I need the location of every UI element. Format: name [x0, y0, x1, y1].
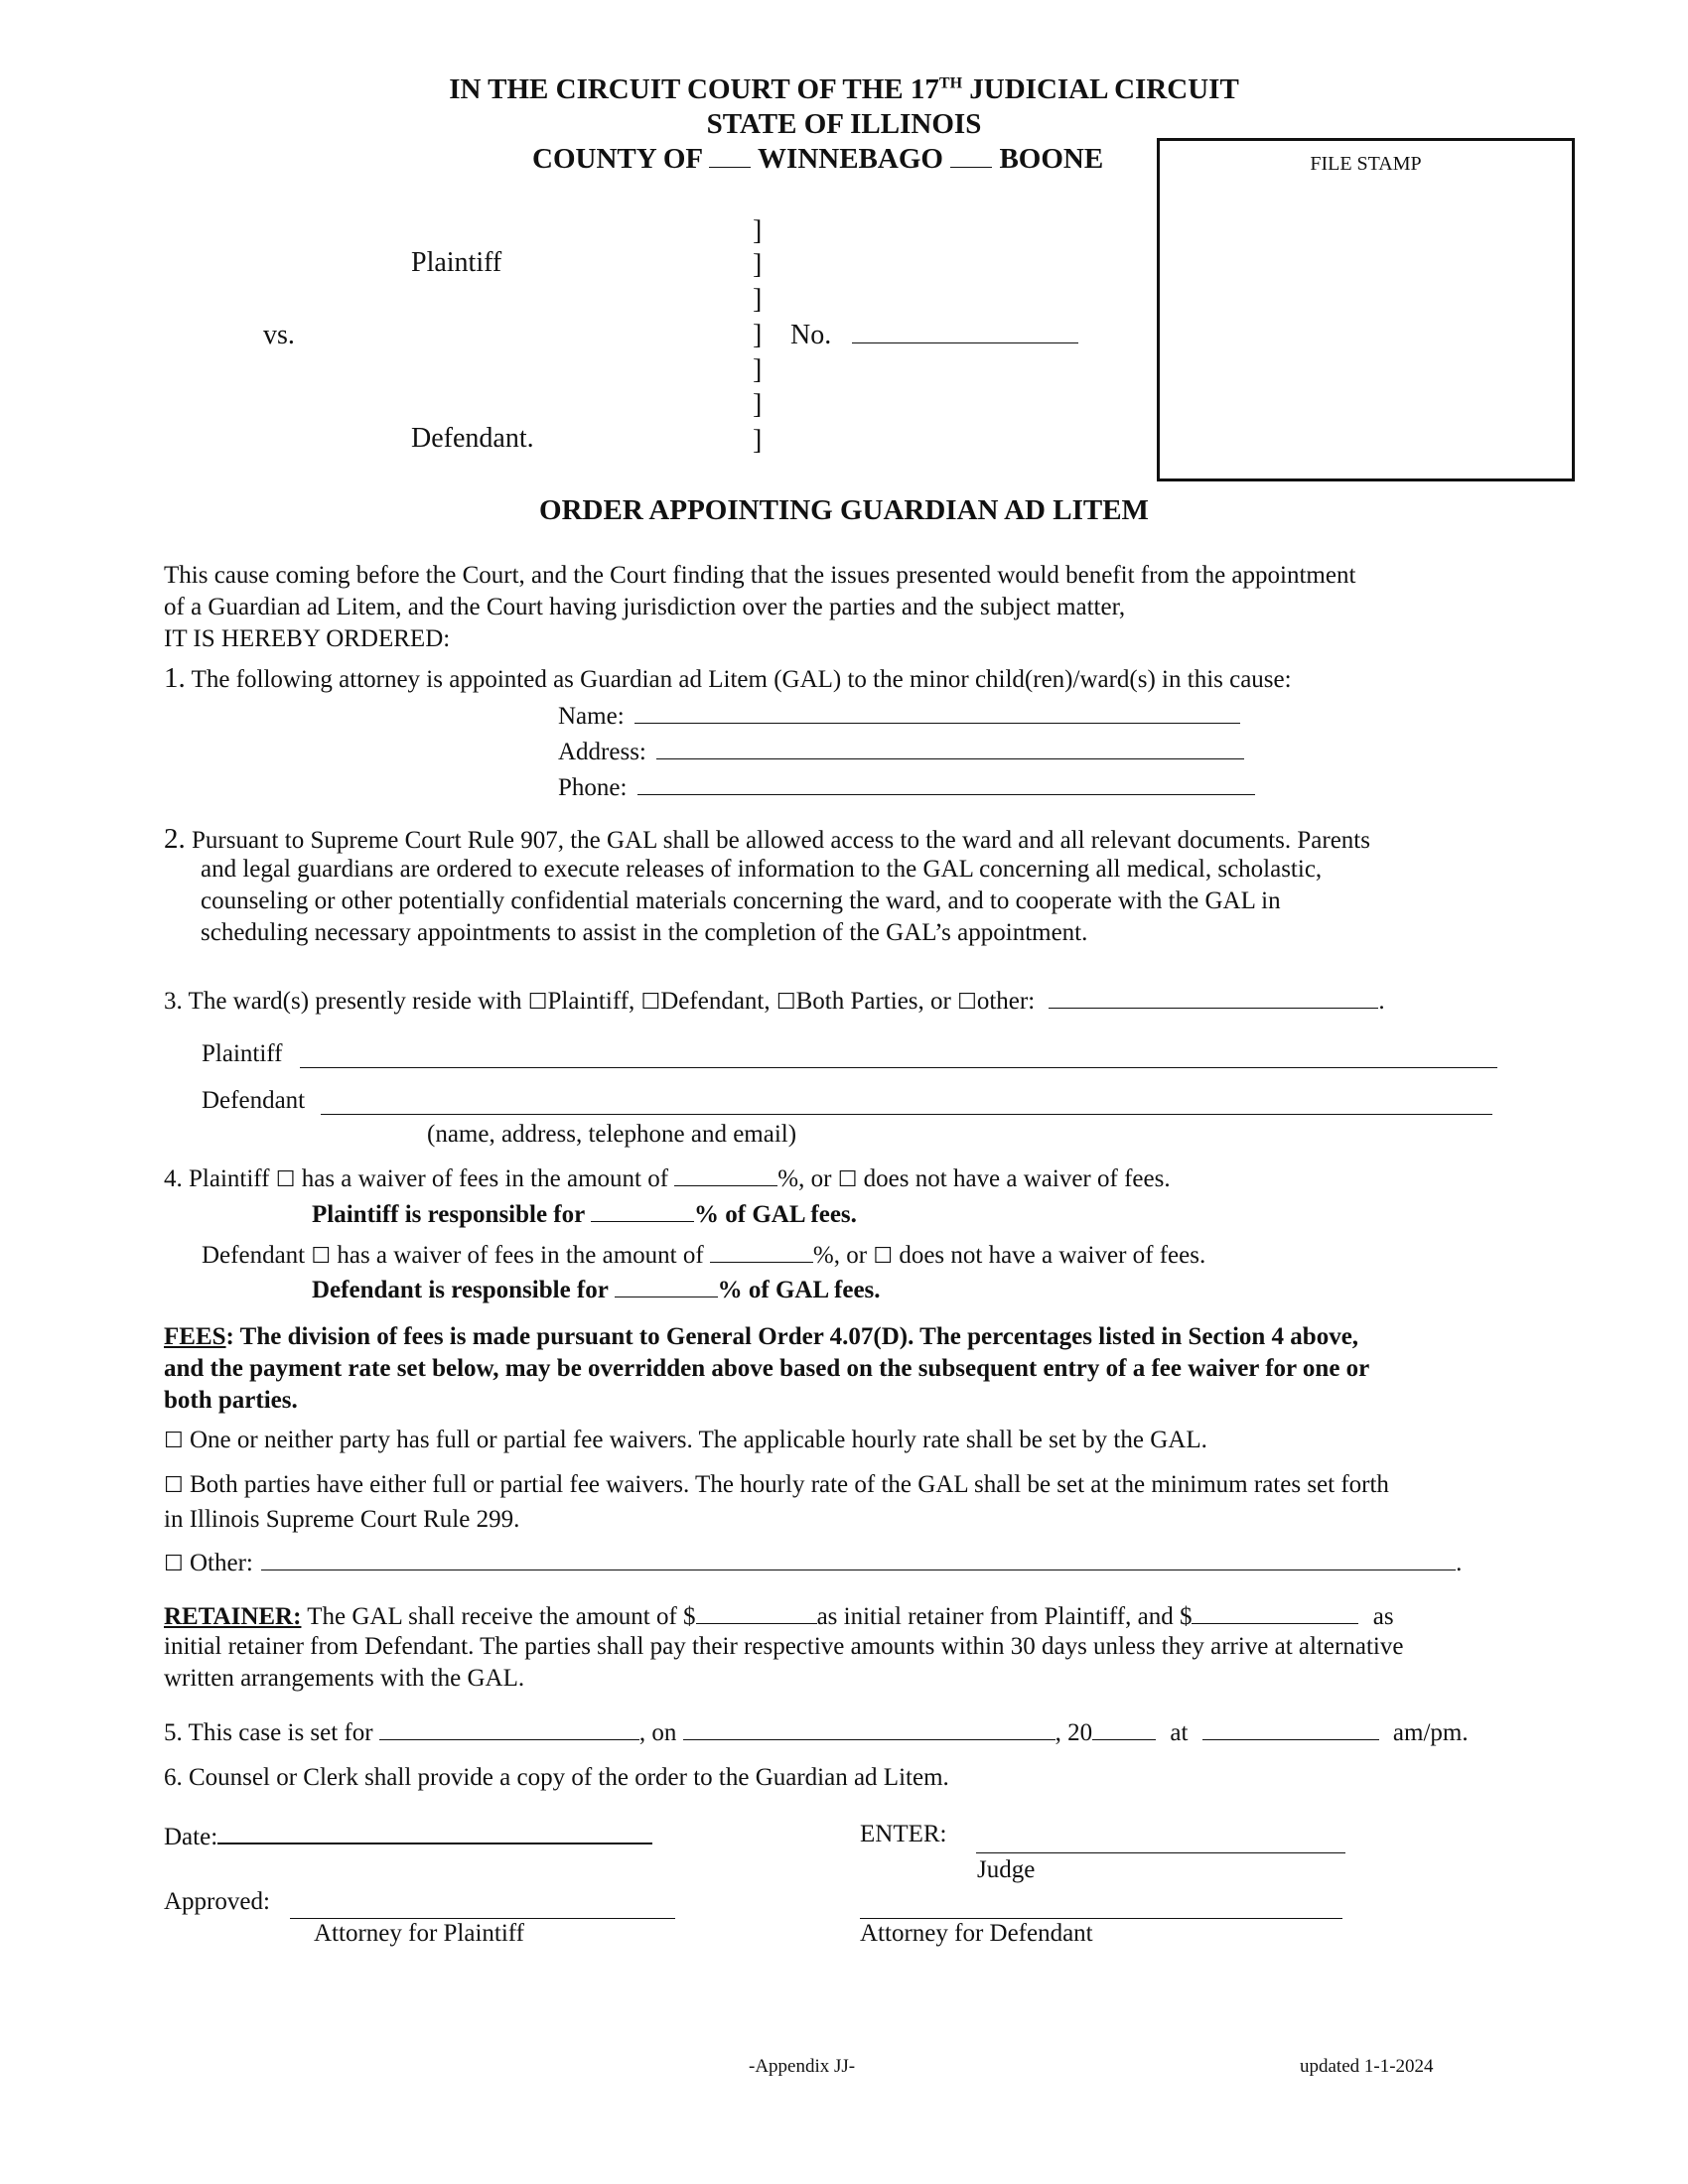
file-stamp-label: FILE STAMP [1310, 153, 1422, 175]
defendant-no-waiver-checkbox[interactable]: ☐ [873, 1244, 894, 1269]
plaintiff-responsibility-text: Plaintiff is responsible for [312, 1201, 585, 1228]
plaintiff-responsibility-blank[interactable] [591, 1199, 694, 1222]
intro-ordered: IT IS HEREBY ORDERED: [164, 625, 451, 652]
caption-bracket: ] [753, 389, 763, 420]
caption-bracket: ] [753, 284, 763, 315]
fees-text: both parties. [164, 1387, 298, 1414]
fees-option-2-label: Both parties have either full or partial fee waivers. The hourly rate of the GAL shall be set at the minimum rates set forth [189, 1471, 1389, 1498]
defendant-waiver-checkbox[interactable]: ☐ [311, 1244, 332, 1269]
county-winnebago-label: WINNEBAGO [758, 143, 943, 175]
hearing-date-blank[interactable] [683, 1717, 1055, 1740]
judge-signature-line[interactable] [976, 1852, 1345, 1853]
file-stamp-box [1157, 138, 1575, 481]
retainer-text: The GAL shall receive the amount of $ [307, 1603, 696, 1630]
intro-line: This cause coming before the Court, and the Court finding that the issues presented would benefit from the appointment [164, 562, 1356, 589]
defendant-pct-or: %, or [812, 1242, 868, 1269]
county-boone-label: BOONE [999, 143, 1104, 175]
defendant-responsibility-text: Defendant is responsible for [312, 1277, 609, 1303]
caption-plaintiff: Plaintiff [411, 247, 502, 278]
defendant-waiver-line [202, 1240, 1205, 1270]
reside-other-blank[interactable] [1049, 986, 1378, 1009]
gal-phone-blank[interactable] [637, 772, 1255, 795]
page-title: ORDER APPOINTING GUARDIAN AD LITEM [539, 494, 1149, 526]
gal-name-blank[interactable] [634, 701, 1240, 724]
judge-label: Judge [977, 1856, 1036, 1883]
hearing-time-blank[interactable] [1202, 1717, 1379, 1740]
court-line-superscript: TH [938, 74, 963, 92]
county-prefix: COUNTY OF [532, 143, 703, 175]
footer-updated: updated 1-1-2024 [1300, 2056, 1434, 2077]
plaintiff-no-waiver-text: does not have a waiver of fees. [863, 1165, 1171, 1192]
date-field [164, 1821, 652, 1851]
fees-option-2-checkbox[interactable]: ☐ [164, 1473, 184, 1498]
defendant-waiver-prefix: Defendant [202, 1242, 306, 1269]
item-1-number: 1. [164, 662, 186, 694]
plaintiff-waiver-checkbox[interactable]: ☐ [275, 1167, 296, 1192]
court-heading [0, 73, 1688, 106]
case-number-blank[interactable] [852, 321, 1078, 343]
retainer-defendant-amount-blank[interactable] [1192, 1601, 1358, 1624]
date-label: Date: [164, 1824, 218, 1850]
defendant-attorney-label: Attorney for Defendant [860, 1920, 1093, 1947]
court-line-text: IN THE CIRCUIT COURT OF THE 17 [449, 73, 939, 105]
gal-address-blank[interactable] [656, 737, 1244, 759]
caption-bracket: ] [753, 320, 763, 350]
defendant-contact-label: Defendant [202, 1087, 306, 1114]
fees-heading: FEES [164, 1323, 226, 1350]
county-winnebago-blank[interactable] [709, 145, 751, 168]
defendant-attorney-signature-line[interactable] [860, 1918, 1342, 1919]
item-3-text: 3. The ward(s) presently reside with [164, 988, 522, 1015]
plaintiff-attorney-signature-line[interactable] [290, 1918, 675, 1919]
retainer-text: initial retainer from Defendant. The parties shall pay their respective amounts within 30 days unless they arrive at alternative [164, 1633, 1404, 1660]
plaintiff-waiver-prefix: 4. Plaintiff [164, 1165, 270, 1192]
retainer-text: written arrangements with the GAL. [164, 1665, 525, 1692]
retainer-plaintiff-amount-blank[interactable] [696, 1601, 817, 1624]
footer-appendix: -Appendix JJ- [749, 2056, 856, 2077]
item-5-ampm: am/pm. [1392, 1719, 1469, 1746]
defendant-no-waiver-text: does not have a waiver of fees. [899, 1242, 1206, 1269]
case-number-label: No. [790, 320, 832, 350]
defendant-waiver-text: has a waiver of fees in the amount of [337, 1242, 704, 1269]
intro-line: of a Guardian ad Litem, and the Court having jurisdiction over the parties and the subject matter, [164, 594, 1126, 620]
reside-both-label: Both Parties, or [795, 988, 951, 1015]
fees-option-1-label: One or neither party has full or partial fee waivers. The applicable hourly rate shall be set by the GAL. [189, 1427, 1207, 1453]
gal-address-field [558, 737, 1244, 766]
court-line-suffix: JUDICIAL CIRCUIT [962, 73, 1239, 105]
item-5-text: 5. This case is set for [164, 1719, 373, 1746]
contact-note: (name, address, telephone and email) [427, 1121, 797, 1148]
caption-bracket: ] [753, 354, 763, 385]
fees-other-blank[interactable] [261, 1548, 1456, 1570]
plaintiff-waiver-line [164, 1163, 1171, 1193]
reside-defendant-checkbox[interactable]: ☐ [640, 990, 661, 1015]
fees-option-3-checkbox[interactable]: ☐ [164, 1552, 184, 1576]
item-2-text: counseling or other potentially confidential materials concerning the ward, and to cooperate with the GAL in [201, 887, 1281, 914]
item-3: 3. The ward(s) presently reside with ☐Plaintiff, ☐Defendant, ☐Both Parties, or ☐other: . [164, 988, 1385, 1015]
fees-option-2 [164, 1471, 1389, 1499]
item-5-year: , 20 [1055, 1719, 1093, 1746]
item-2-text: Pursuant to Supreme Court Rule 907, the GAL shall be allowed access to the ward and all relevant documents. Parents [192, 827, 1370, 854]
gal-phone-field [558, 772, 1255, 802]
retainer-text: as [1372, 1603, 1394, 1630]
retainer-text: as initial retainer from Plaintiff, and $ [816, 1603, 1193, 1630]
hearing-type-blank[interactable] [379, 1717, 639, 1740]
item-2-text: scheduling necessary appointments to assist in the completion of the GAL’s appointment. [201, 919, 1088, 946]
item-5-at: at [1170, 1719, 1189, 1746]
gal-name-label: Name: [558, 703, 625, 730]
item-5-on: , on [638, 1719, 677, 1746]
item-6: 6. Counsel or Clerk shall provide a copy of the order to the Guardian ad Litem. [164, 1764, 949, 1791]
defendant-responsibility-blank[interactable] [615, 1275, 718, 1297]
plaintiff-pct-or: %, or [777, 1165, 832, 1192]
fees-option-3: ☐ Other: . [164, 1550, 1463, 1576]
plaintiff-attorney-label: Attorney for Plaintiff [314, 1920, 524, 1947]
fees-option-2-label: in Illinois Supreme Court Rule 299. [164, 1506, 520, 1533]
item-2-number: 2. [164, 823, 186, 855]
caption-bracket: ] [753, 249, 763, 280]
defendant-contact-blank[interactable] [321, 1114, 1492, 1115]
plaintiff-contact-blank[interactable] [300, 1067, 1497, 1068]
caption-bracket: ] [753, 425, 763, 456]
plaintiff-waiver-text: has a waiver of fees in the amount of [301, 1165, 669, 1192]
retainer-line [164, 1601, 1394, 1631]
plaintiff-contact-label: Plaintiff [202, 1040, 283, 1067]
reside-plaintiff-label: Plaintiff, [547, 988, 635, 1015]
reside-both-checkbox[interactable]: ☐ [775, 990, 796, 1015]
fees-option-1 [164, 1427, 1207, 1454]
fees-paragraph [164, 1323, 1358, 1351]
reside-other-checkbox[interactable]: ☐ [957, 990, 977, 1015]
county-line [532, 143, 1103, 176]
caption-bracket: ] [753, 215, 763, 246]
case-number-field [790, 320, 1078, 351]
gal-name-field [558, 701, 1240, 731]
gal-phone-label: Phone: [558, 774, 628, 801]
plaintiff-no-waiver-checkbox[interactable]: ☐ [837, 1167, 858, 1192]
caption-defendant: Defendant. [411, 423, 534, 454]
reside-plaintiff-checkbox[interactable]: ☐ [527, 990, 548, 1015]
item-1 [164, 662, 1292, 695]
item-1-text: The following attorney is appointed as Guardian ad Litem (GAL) to the minor child(ren)/ward(s) in this cause: [191, 666, 1292, 693]
plaintiff-waiver-percent-blank[interactable] [674, 1163, 777, 1186]
fees-option-3-label: Other: [189, 1550, 253, 1576]
fees-text: The division of fees is made pursuant to General Order 4.07(D). The percentages listed in Section 4 above, [239, 1323, 1359, 1350]
reside-other-label: other: [976, 988, 1036, 1015]
item-5 [164, 1717, 1469, 1747]
plaintiff-responsibility-suffix: % of GAL fees. [694, 1201, 857, 1228]
date-blank[interactable] [217, 1821, 652, 1844]
defendant-waiver-percent-blank[interactable] [710, 1240, 813, 1263]
item-2-text: and legal guardians are ordered to execute releases of information to the GAL concerning all medical, scholastic, [201, 856, 1323, 883]
defendant-responsibility-suffix: % of GAL fees. [717, 1277, 881, 1303]
hearing-year-blank[interactable] [1092, 1717, 1156, 1740]
caption-vs: vs. [263, 320, 295, 350]
item-2 [164, 823, 1370, 856]
fees-option-1-checkbox[interactable]: ☐ [164, 1429, 184, 1453]
gal-address-label: Address: [558, 739, 646, 765]
enter-label: ENTER: [860, 1821, 947, 1847]
state-heading: STATE OF ILLINOIS [706, 108, 982, 140]
fees-text: and the payment rate set below, may be overridden above based on the subsequent entry of a fee waiver for one or [164, 1355, 1370, 1382]
plaintiff-responsibility-line [312, 1199, 857, 1229]
defendant-responsibility-line [312, 1275, 881, 1304]
retainer-heading: RETAINER: [164, 1603, 302, 1630]
county-boone-blank[interactable] [950, 145, 992, 168]
reside-defendant-label: Defendant, [660, 988, 771, 1015]
approved-label: Approved: [164, 1888, 270, 1915]
fees-colon: : [225, 1323, 234, 1350]
